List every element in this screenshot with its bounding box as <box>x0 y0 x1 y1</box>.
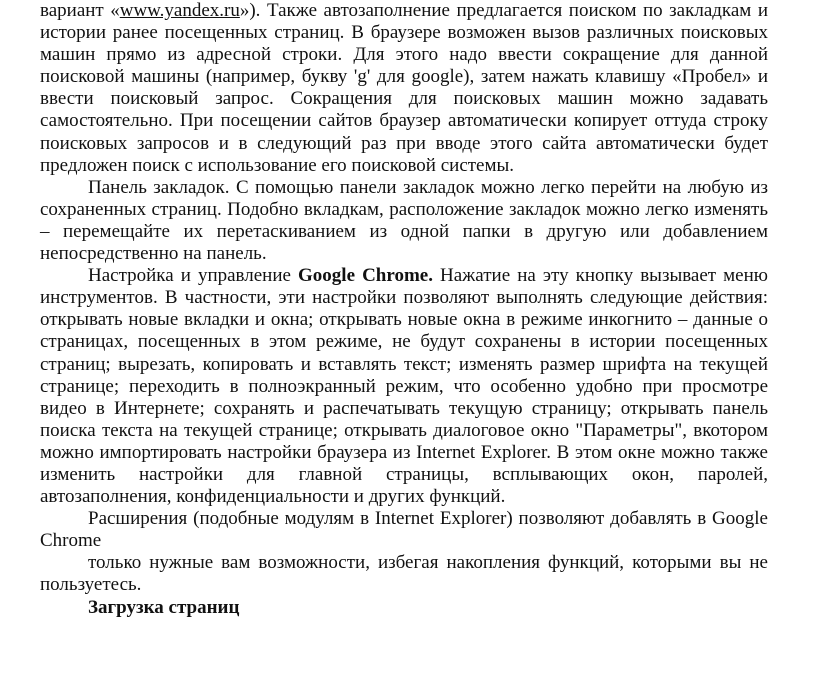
yandex-link[interactable]: www.yandex.ru <box>119 0 240 21</box>
paragraph-text: Настройка и управление <box>88 265 299 287</box>
bold-term-google-chrome: Google Chrome. <box>298 265 433 287</box>
paragraph-text: вариант « <box>40 0 120 21</box>
paragraph-text: Нажатие на эту кнопку вызывает меню инструментов. В частности, эти настройки позволяют выполнять следующие действия: открывать новые вкладки и окна; открывать новые окна в режиме инкогнито – данные о страницах, посещенных в этом режиме, не будут сохранены в истории посещенных страниц; вырезать, копировать и вставлять текст; изменять размер шрифта на текущей странице; переходить в полноэкранный режим, что особенно удобно при просмотре видео в Интернете; сохранять и распечатывать текущую страницу; открывать панель поиска текста на текущей странице; открывать диалоговое окно "Параметры", вкотором можно импортировать настройки браузера из Internet Explorer. В этом окне можно также изменить настройки для главной страницы, всплывающих окон, паролей, автозаполнения, конфиденциальности и других функций. <box>40 265 768 508</box>
paragraph-text: только нужные вам возможности, избегая накопления функций, которыми вы не пользуетесь. <box>40 552 768 596</box>
section-heading: Загрузка страниц <box>88 596 240 618</box>
paragraph-bookmarks-bar <box>40 177 768 265</box>
paragraph-autocomplete <box>40 0 768 177</box>
paragraph-settings <box>40 265 768 508</box>
paragraph-extensions <box>40 508 768 552</box>
document-page <box>40 0 768 619</box>
paragraph-text: Расширения (подобные модулям в Internet Explorer) позволяют добавлять в Google Chrome <box>40 508 768 552</box>
paragraph-text: »). Также автозаполнение предлагается поиском по закладкам и истории ранее посещенных страниц. В браузере возможен вызов различных поисковых машин прямо из адресной строки. Для этого надо ввести сокращение для данной поисковой машины (например, букву 'g' для google), затем нажать клавишу «Пробел» и ввести поисковый запрос. Сокращения для поисковых машин можно задавать самостоятельно. При посещении сайтов браузер автоматически копирует оттуда строку поисковых запросов и в следующий раз при вводе этого сайта автоматически будет предложен поиск с использование его поисковой системы. <box>40 0 768 176</box>
paragraph-text: Панель закладок. С помощью панели закладок можно легко перейти на любую из сохраненных страниц. Подобно вкладкам, расположение закладок можно легко изменять – перемещайте их перетаскиванием из одной папки в другую или добавлением непосредственно на панель. <box>40 176 768 265</box>
paragraph-extensions-continued <box>40 552 768 596</box>
